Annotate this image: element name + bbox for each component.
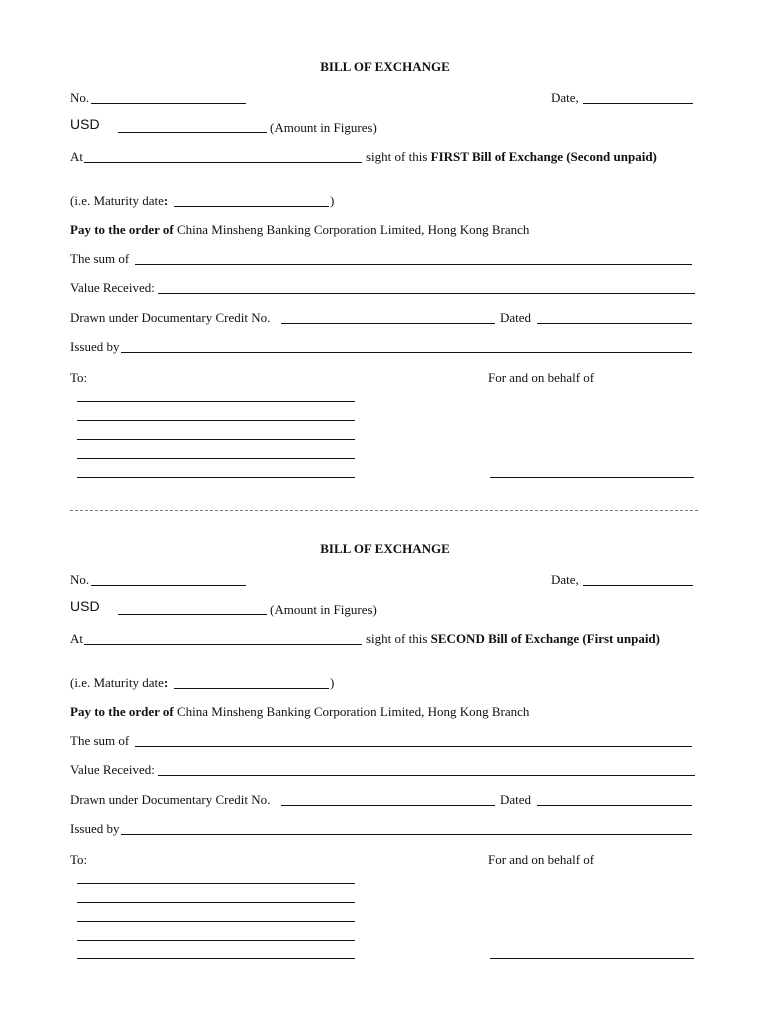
currency-label: USD [70,116,100,132]
amount-figures-field[interactable] [118,132,267,133]
signature-line[interactable] [490,477,694,478]
sight-bold-text: SECOND Bill of Exchange (First unpaid) [430,631,660,646]
sum-field[interactable] [135,746,692,747]
amount-figures-field[interactable] [118,614,267,615]
pay-to-order-text: Pay to the order of China Minsheng Banking Corporation Limited, Hong Kong Branch [70,704,530,719]
drawee-line-4[interactable] [77,940,355,941]
maturity-date-field[interactable] [174,206,329,207]
no-field[interactable] [91,585,246,586]
at-label: At [70,631,83,646]
drawee-line-4[interactable] [77,458,355,459]
dated-field[interactable] [537,323,692,324]
drawee-line-5[interactable] [77,958,355,959]
no-label: No. [70,572,90,587]
value-received-label: Value Received: [70,762,155,777]
dated-label: Dated [500,792,532,807]
maturity-close: ) [330,675,335,690]
sum-field[interactable] [135,264,692,265]
drawn-under-label: Drawn under Documentary Credit No. [70,310,271,325]
issued-by-field[interactable] [121,352,692,353]
cut-line-divider [70,510,698,511]
drawee-line-2[interactable] [77,420,355,421]
drawee-line-2[interactable] [77,902,355,903]
drawee-line-3[interactable] [77,921,355,922]
sum-label: The sum of [70,733,130,748]
value-received-label: Value Received: [70,280,155,295]
date-label: Date, [551,572,579,587]
issued-by-label: Issued by [70,339,120,354]
drawee-line-5[interactable] [77,477,355,478]
pay-to-order-text: Pay to the order of China Minsheng Banking Corporation Limited, Hong Kong Branch [70,222,530,237]
drawee-line-1[interactable] [77,883,355,884]
drawn-under-label: Drawn under Documentary Credit No. [70,792,271,807]
tenor-field[interactable] [84,162,362,163]
sight-bold-text: FIRST Bill of Exchange (Second unpaid) [430,149,657,164]
at-label: At [70,149,83,164]
issued-by-field[interactable] [121,834,692,835]
no-label: No. [70,90,90,105]
maturity-label: (i.e. Maturity date: [70,675,169,690]
signature-line[interactable] [490,958,694,959]
drawee-line-1[interactable] [77,401,355,402]
date-field[interactable] [583,103,693,104]
amount-hint: (Amount in Figures) [270,120,377,135]
tenor-field[interactable] [84,644,362,645]
on-behalf-label: For and on behalf of [488,370,595,385]
amount-hint: (Amount in Figures) [270,602,377,617]
sight-text: sight of this FIRST Bill of Exchange (Second unpaid) [366,149,657,164]
date-label: Date, [551,90,579,105]
maturity-close: ) [330,193,335,208]
value-received-field[interactable] [158,293,695,294]
value-received-field[interactable] [158,775,695,776]
sight-text: sight of this SECOND Bill of Exchange (First unpaid) [366,631,660,646]
bill-title: BILL OF EXCHANGE [320,541,450,556]
maturity-date-field[interactable] [174,688,329,689]
dated-label: Dated [500,310,532,325]
issued-by-label: Issued by [70,821,120,836]
to-label: To: [70,852,88,867]
maturity-label: (i.e. Maturity date: [70,193,169,208]
dated-field[interactable] [537,805,692,806]
bill-title: BILL OF EXCHANGE [320,59,450,74]
drawee-line-3[interactable] [77,439,355,440]
to-label: To: [70,370,88,385]
no-field[interactable] [91,103,246,104]
date-field[interactable] [583,585,693,586]
on-behalf-label: For and on behalf of [488,852,595,867]
currency-label: USD [70,598,100,614]
credit-no-field[interactable] [281,805,495,806]
sum-label: The sum of [70,251,130,266]
credit-no-field[interactable] [281,323,495,324]
